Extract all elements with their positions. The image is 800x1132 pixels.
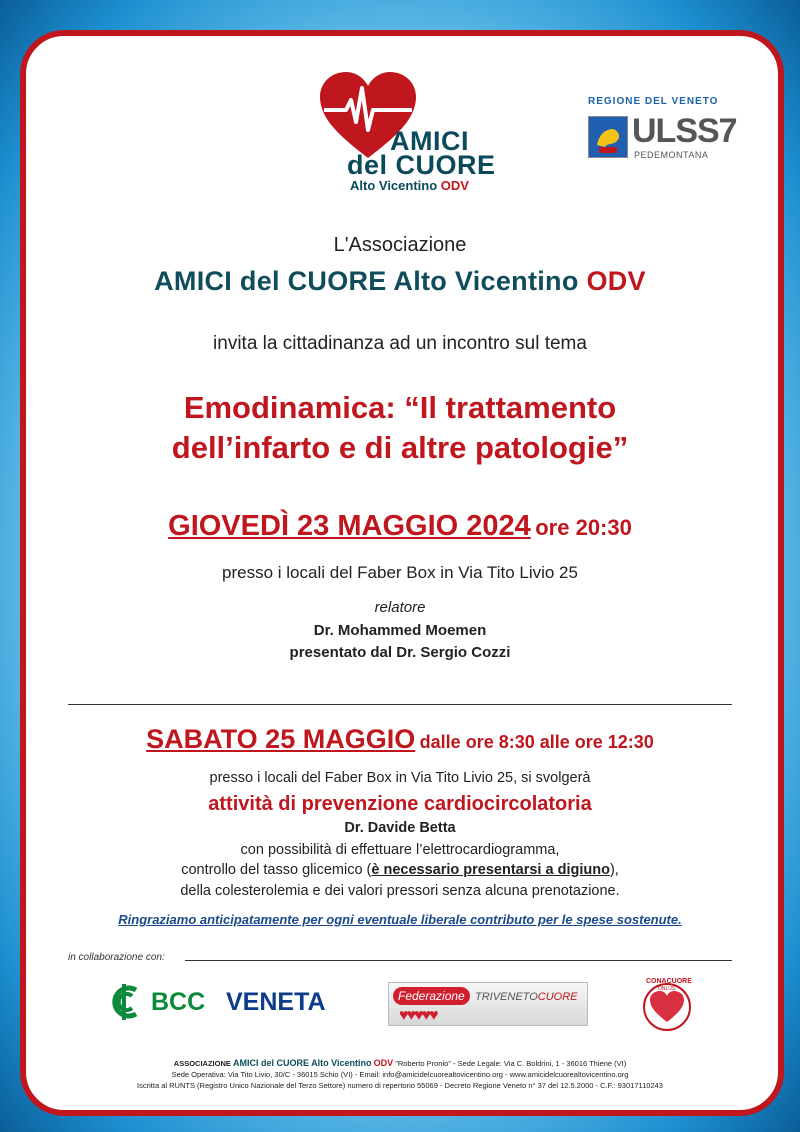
ulss-sub: PEDEMONTANA bbox=[634, 150, 709, 160]
topic-title-line1: Emodinamica: “Il trattamento bbox=[183, 390, 617, 425]
speaker-name: Dr. Mohammed Moemen bbox=[313, 622, 487, 639]
logo-line2: del CUORE bbox=[347, 150, 496, 180]
hearts-icon: ♥♥♥♥♥ bbox=[399, 1007, 437, 1024]
event2-datetime bbox=[0, 724, 800, 755]
presenter-name: presentato dal Dr. Sergio Cozzi bbox=[289, 644, 511, 661]
footer-line1: ASSOCIAZIONE AMICI del CUORE Alto Vicentino ODV "Roberto Pronio" - Sede Legale: Via C. Boldrini, 1 - 36016 Thiene (VI) bbox=[173, 1058, 627, 1068]
footer-line3: Iscritta al RUNTS (Registro Unico Nazionale del Terzo Settore) numero di repertorio 55069 - Decreto Regione Veneto n° 37 del 12.5.2000 - C.F.: 93017110243 bbox=[137, 1081, 663, 1090]
collab-label: in collaborazione con: bbox=[68, 952, 165, 963]
event2-line3: della colesterolemia e dei valori pressori senza alcuna prenotazione. bbox=[180, 883, 620, 899]
federazione-text: Federazione bbox=[393, 987, 470, 1005]
event2-date: SABATO 25 MAGGIO bbox=[146, 724, 416, 754]
invite-text: invita la cittadinanza ad un incontro sul tema bbox=[213, 333, 587, 354]
region-label: REGIONE DEL VENETO bbox=[588, 96, 719, 107]
event1-datetime bbox=[0, 510, 800, 543]
topic-title-line2: dell’infarto e di altre patologie” bbox=[171, 430, 629, 465]
event1-place: presso i locali del Faber Box in Via Tito Livio 25 bbox=[222, 563, 578, 582]
veneta-text: VENETA bbox=[226, 988, 326, 1016]
collab-rule bbox=[185, 960, 732, 961]
conacuore-logo-icon bbox=[638, 978, 696, 1032]
bcc-logo-icon bbox=[106, 982, 146, 1022]
event2-place: presso i locali del Faber Box in Via Tito Livio 25, si svolgerà bbox=[209, 770, 591, 786]
conacuore-text: CONACUORE bbox=[646, 978, 692, 985]
event1-time: ore 20:30 bbox=[535, 515, 632, 540]
association-name: AMICI del CUORE Alto Vicentino ODV bbox=[154, 266, 646, 296]
event2-time: dalle ore 8:30 alle ore 12:30 bbox=[419, 732, 654, 752]
onlus-text: ONLUS bbox=[658, 986, 676, 992]
footer-line2: Sede Operativa: Via Tito Livio, 30/C - 36015 Schio (VI) - Email: info@amicidelcuorealtovicentino.org - www.amicidelcuorealtovicentino.org bbox=[171, 1070, 629, 1079]
event1-date: GIOVEDÌ 23 MAGGIO 2024 bbox=[168, 510, 531, 542]
logo-line1: AMICI bbox=[390, 126, 469, 156]
divider bbox=[68, 704, 732, 705]
speaker-label: relatore bbox=[374, 599, 426, 616]
ulss-name: ULSS7 bbox=[632, 112, 737, 150]
thanks-note: Ringraziamo anticipatamente per ogni eventuale liberale contributo per le spese sostenute. bbox=[118, 912, 682, 927]
event2-doctor: Dr. Davide Betta bbox=[344, 820, 456, 836]
event2-activity: attività di prevenzione cardiocircolatoria bbox=[208, 793, 592, 815]
federazione-logo bbox=[388, 982, 588, 1026]
veneto-lion-icon bbox=[588, 116, 628, 158]
intro-text: L'Associazione bbox=[333, 234, 467, 256]
logo-line3: Alto Vicentino ODV bbox=[350, 178, 469, 193]
triveneto-text: TRIVENETOCUORE bbox=[475, 991, 578, 1003]
event2-line1: con possibilità di effettuare l’elettrocardiogramma, bbox=[240, 842, 560, 858]
event2-line2: controllo del tasso glicemico (è necessario presentarsi a digiuno), bbox=[181, 862, 619, 878]
bcc-text: BCC bbox=[151, 988, 206, 1016]
